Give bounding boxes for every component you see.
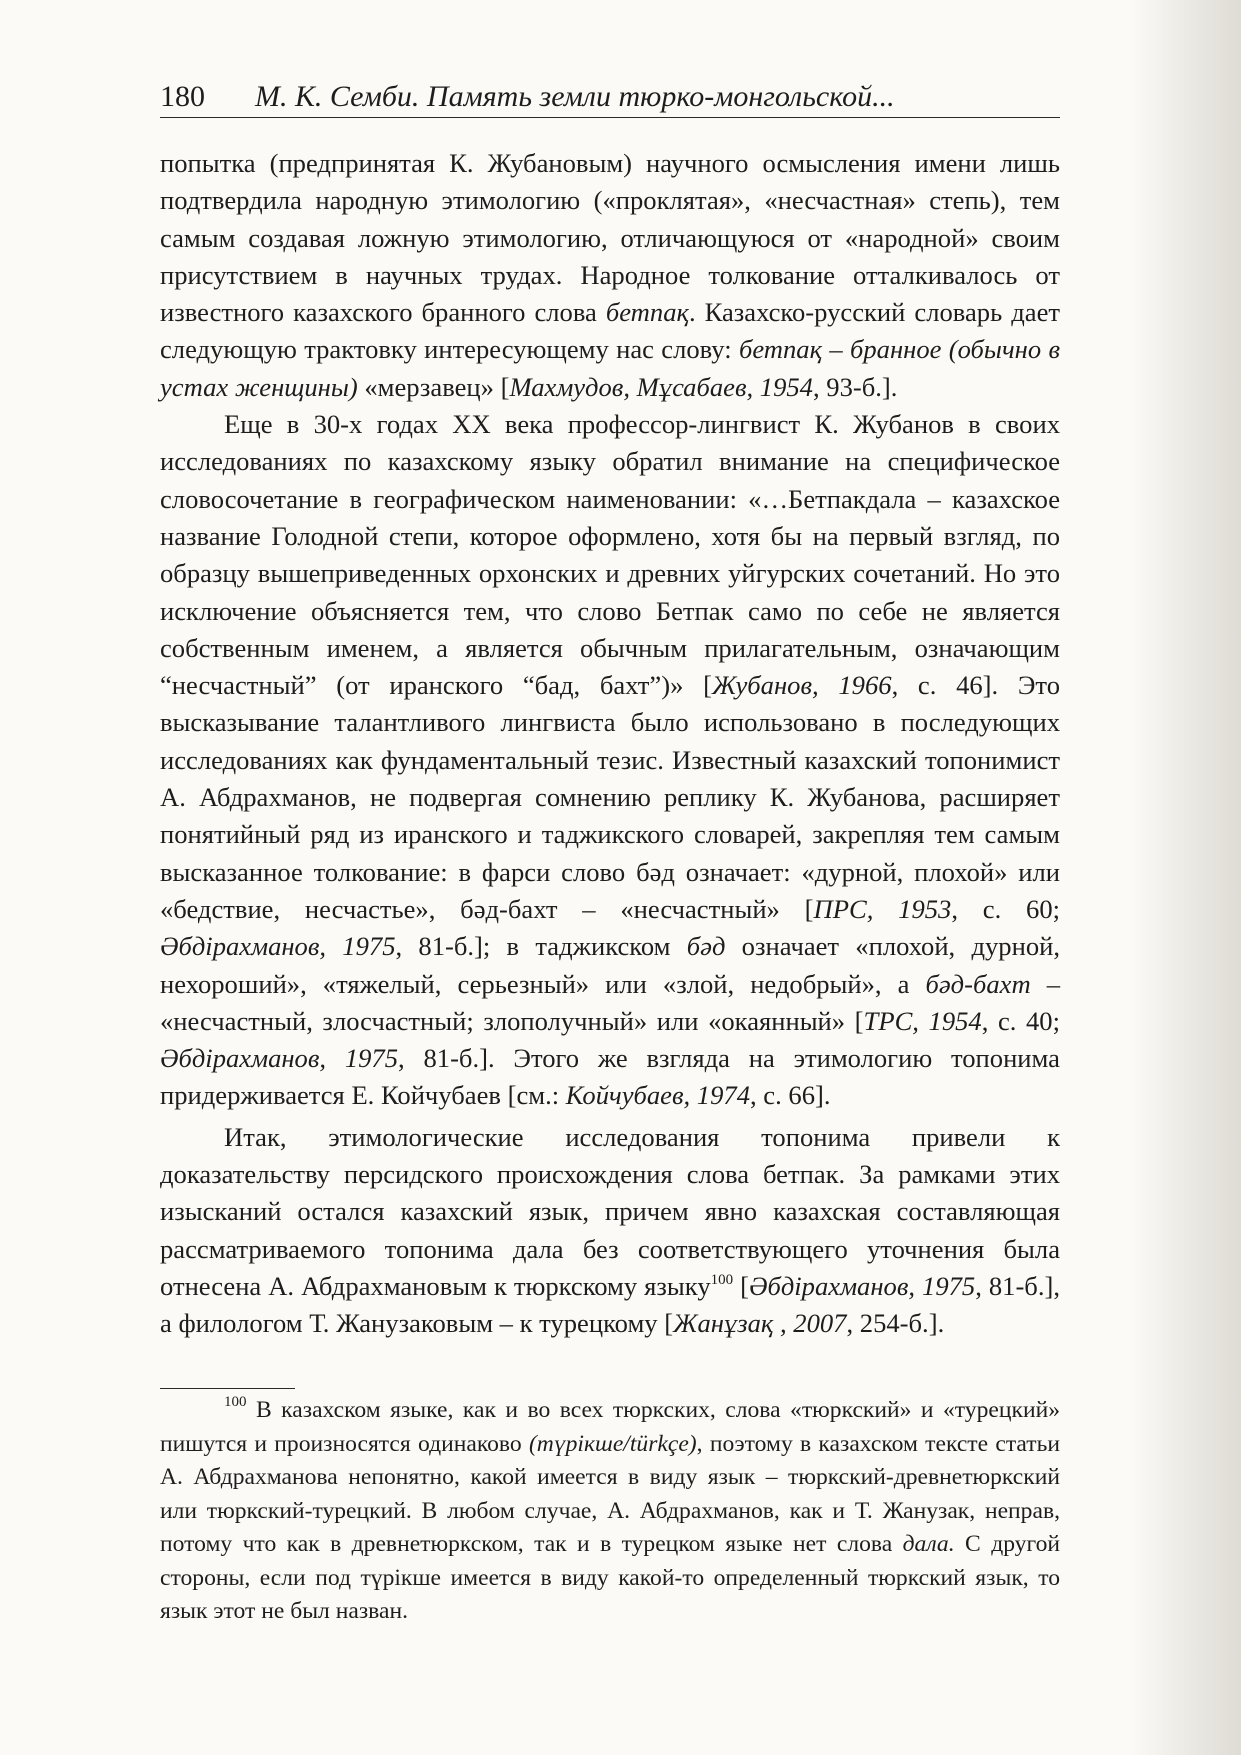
footnote-100: [160, 1394, 1060, 1629]
text-run: В казахском языке, как и во всех тюркских, слова «тюркский» и «турецкий» пишутся и произносятся одинаково: [160, 1397, 1060, 1457]
text-run: , с. 66].: [750, 1080, 831, 1111]
italic-run: ПРС, 1953: [813, 893, 952, 924]
paragraph-3: [160, 1119, 1060, 1343]
text-run: , 81-б.]. Этого же взгляда на этимологию топонима придерживается Е. Койчубаев [см.:: [160, 1043, 1060, 1111]
text-run: , с. 40;: [981, 1005, 1060, 1036]
italic-run: Әбдірахманов, 1975: [160, 1043, 399, 1074]
text-run: , 81-б.]; в таджикском: [395, 931, 687, 962]
text-run: , 81-б.], а филологом Т. Жанузаковым – к турецкому [: [160, 1270, 1060, 1339]
text-run: Еще в 30-х годах XX века профессор-лингвист К. Жубанов в своих исследованиях по казахскому языку обратил внимание на специфическое словосочетание в географическом наименовании: «…Бетпакдала – казахское название Голодной степи, которое оформлено, хотя бы на первый взгляд, по образцу вышеприведенных орхонских и древних уйгурских сочетаний. Но это исключение объясняется тем, что слово Бетпак само по себе не является собственным именем, а является обычным прилагательным, означающим “несчастный” (от иранского “бад, бахт”)» [: [160, 409, 1060, 701]
italic-run: Жанұзақ , 2007: [673, 1308, 847, 1339]
italic-run: бетпақ: [605, 297, 689, 328]
running-title: М. К. Семби. Память земли тюрко-монгольской...: [255, 80, 895, 113]
paragraph-2: [160, 406, 1060, 1115]
italic-run: дала.: [902, 1531, 955, 1557]
page-edge-shadow: [1131, 0, 1241, 1755]
footnote-separator: [160, 1388, 295, 1389]
italic-run: бәд: [686, 931, 726, 962]
body-text: [160, 145, 1060, 1343]
text-run: попытка (предпринятая К. Жубановым) научного осмысления имени лишь подтвердила народную этимологию («проклятая», «несчастная» степь), тем самым создавая ложную этимологию, отличающуюся от «народной» своим присутствием в научных трудах. Народное толкование отталкивалось от известного казахского бранного слова: [160, 148, 1060, 328]
paragraph-1: [160, 145, 1060, 406]
text-run: . Казахско-русский словарь дает следующую трактовку интересующему нас слову:: [160, 297, 1060, 365]
italic-run: бетпақ – бранное (обычно в устах женщины): [160, 334, 1060, 402]
text-run: [: [733, 1270, 749, 1301]
text-run: , поэтому в казахском тексте статьи А. Абдрахманова непонятно, какой имеется в виду язык – тюркский-древнетюркский или тюркский-турецкий. В любом случае, А. Абдрахманов, как и Т. Жанузак, неправ, потому что как в древнетюркском, так и в турецком языке нет слова: [160, 1430, 1060, 1557]
footnote-ref: 100: [224, 1394, 247, 1410]
italic-run: ТРС, 1954: [863, 1005, 982, 1036]
italic-run: Жубанов, 1966: [711, 670, 892, 701]
italic-run: (түрікше/türkçe): [528, 1430, 697, 1457]
footnote: [160, 1394, 1060, 1629]
text-run: С другой стороны, если под түрікше имеется в виду какой-то определенный тюркский язык, то язык этот не был назван.: [160, 1531, 1060, 1624]
italic-run: Махмудов, Мұсабаев, 1954: [509, 371, 813, 402]
page-number: 180: [160, 80, 205, 113]
footnote-ref: 100: [710, 1271, 734, 1288]
text-run: – «несчастный, злосчастный; злополучный» или «окаянный» [: [160, 968, 1060, 1036]
text-run: , с. 60;: [951, 893, 1061, 924]
italic-run: бәд-бахт: [925, 968, 1031, 999]
text-run: Итак, этимологические исследования топонима привели к доказательству персидского происхождения слова бетпак. За рамками этих изысканий остался казахский язык, причем явно казахская составляющая рассматриваемого топонима дала без соответствующего уточнения была отнесена А. Абдрахмановым к тюркскому языку: [160, 1121, 1060, 1301]
text-run: , 93-б.].: [812, 371, 898, 402]
italic-run: Койчубаев, 1974: [565, 1080, 750, 1111]
text-run: «мерзавец» [: [357, 371, 510, 402]
text-run: означает «плохой, дурной, нехороший», «тяжелый, серьезный» или «злой, недобрый», а: [160, 931, 1060, 999]
running-header: [160, 80, 1060, 118]
italic-run: Әбдірахманов, 1975: [748, 1270, 976, 1301]
text-run: , 254-б.].: [846, 1308, 945, 1339]
text-run: , с. 46]. Это высказывание талантливого лингвиста было использовано в последующих исследованиях как фундаментальный тезис. Известный казахский топонимист А. Абдрахманов, не подвергая сомнению реплику К. Жубанова, расширяет понятийный ряд из иранского и таджикского словарей, закрепляя тем самым высказанное толкование: в фарси слово бәд означает: «дурной, плохой» или «бедствие, несчастье», бәд-бахт – «несчастный» [: [160, 670, 1060, 924]
italic-run: Әбдірахманов, 1975: [160, 931, 396, 962]
